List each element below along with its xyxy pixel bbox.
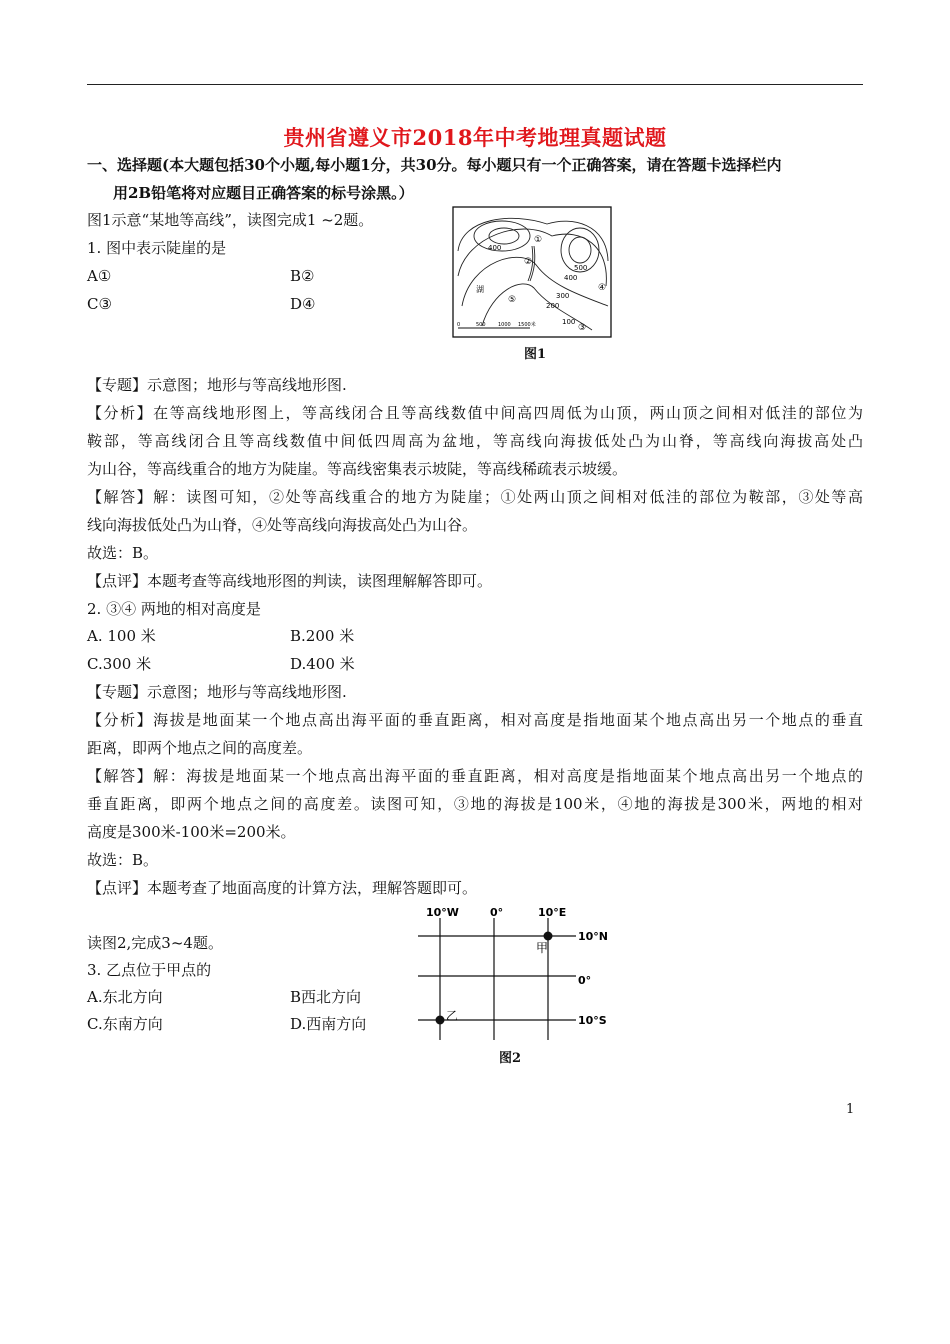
tag-comment: 【点评】 bbox=[87, 879, 148, 897]
lake-label: 湖 bbox=[476, 285, 484, 294]
marker-2: ② bbox=[524, 257, 533, 267]
tag-topic: 【专题】 bbox=[87, 683, 148, 701]
q1-topic-text: 示意图；地形与等高线地形图. bbox=[147, 376, 347, 394]
scale-1500: 1500米 bbox=[518, 322, 536, 328]
lat-label-10n: 10°N bbox=[578, 930, 609, 943]
q2-comment bbox=[87, 879, 477, 897]
marker-3: ③ bbox=[578, 323, 587, 333]
q2-analysis-line1 bbox=[87, 711, 863, 729]
q2-option-b: B.200 米 bbox=[290, 627, 355, 645]
tag-analysis: 【分析】 bbox=[87, 404, 154, 422]
contour-map-figure bbox=[452, 206, 612, 338]
q2-topic bbox=[87, 683, 347, 701]
q3-option-d: D.西南方向 bbox=[290, 1015, 367, 1033]
lat-label-10s: 10°S bbox=[578, 1014, 607, 1027]
scale-0: 0 bbox=[457, 322, 461, 328]
tag-answer: 【解答】 bbox=[87, 767, 154, 785]
q1-analysis-line1 bbox=[87, 404, 863, 422]
intro-fig1: 图1示意“某地等高线”，读图完成1 ~2题。 bbox=[87, 211, 374, 229]
tag-answer: 【解答】 bbox=[87, 488, 154, 506]
q1-answer-text1: 解：读图可知，②处等高线重合的地方为陡崖；①处两山顶之间相对低洼的部位为鞍部，③处等高 bbox=[153, 488, 863, 506]
q2-answer-text1: 解：海拔是地面某一个地点高出海平面的垂直距离，相对高度是指地面某个地点高出另一个地点的 bbox=[153, 767, 863, 785]
tag-analysis: 【分析】 bbox=[87, 711, 154, 729]
contour-label-200: 200 bbox=[546, 302, 560, 310]
q1-analysis-text1: 在等高线地形图上，等高线闭合且等高线数值中间高四周低为山顶，两山顶之间相对低洼的部位为 bbox=[153, 404, 863, 422]
q1-stem: 1. 图中表示陡崖的是 bbox=[87, 239, 227, 257]
q1-answer-line1 bbox=[87, 488, 863, 506]
tag-topic: 【专题】 bbox=[87, 376, 148, 394]
lon-label-10w: 10°W bbox=[426, 906, 459, 919]
section-heading-line1: 一、选择题(本大题包括30个小题,每小题1分，共30分。每小题只有一个正确答案，请在答题卡选择栏内 bbox=[87, 156, 782, 174]
point-yi-label: 乙 bbox=[446, 1009, 459, 1023]
q2-comment-text: 本题考查了地面高度的计算方法，理解答题即可。 bbox=[147, 879, 478, 897]
fig2-caption: 图2 bbox=[499, 1051, 522, 1066]
q1-option-b: B② bbox=[290, 267, 315, 285]
page-number: 1 bbox=[846, 1102, 855, 1117]
contour-label-300: 300 bbox=[556, 292, 570, 300]
latlon-grid-figure bbox=[414, 904, 624, 1042]
q2-option-d: D.400 米 bbox=[290, 655, 355, 673]
lon-label-10e: 10°E bbox=[538, 906, 567, 919]
point-jia-label: 甲 bbox=[536, 941, 549, 955]
scale-1000: 1000 bbox=[498, 322, 511, 328]
point-jia-marker bbox=[544, 932, 553, 941]
q2-answer-line2: 垂直距离，即两个地点之间的高度差。读图可知，③地的海拔是100米，④地的海拔是300米，两地的相对 bbox=[87, 795, 863, 813]
q1-option-a: A① bbox=[87, 267, 112, 285]
header-rule bbox=[87, 84, 863, 85]
q1-analysis-line2: 鞍部，等高线闭合且等高线数值中间低四周高为盆地，等高线向海拔低处凸为山脊，等高线向海拔高处凸 bbox=[87, 432, 863, 450]
q2-analysis-line2: 距离，即两个地点之间的高度差。 bbox=[87, 739, 313, 757]
lon-label-0: 0° bbox=[490, 906, 504, 919]
page-title: 贵州省遵义市2018年中考地理真题试题 bbox=[283, 125, 667, 150]
contour-label-400b: 400 bbox=[564, 274, 578, 282]
tag-comment: 【点评】 bbox=[87, 572, 148, 590]
marker-4: ④ bbox=[598, 283, 607, 293]
intro-fig2: 读图2,完成3~4题。 bbox=[87, 934, 223, 952]
q1-option-d: D④ bbox=[290, 295, 316, 313]
q3-option-c: C.东南方向 bbox=[87, 1015, 163, 1033]
q2-answer-line1 bbox=[87, 767, 863, 785]
q2-topic-text: 示意图；地形与等高线地形图. bbox=[147, 683, 347, 701]
q3-option-b: B西北方向 bbox=[290, 988, 362, 1006]
contour-label-500: 500 bbox=[574, 264, 588, 272]
q1-option-c: C③ bbox=[87, 295, 112, 313]
q2-stem: 2. ③④ 两地的相对高度是 bbox=[87, 600, 261, 618]
contour-label-400a: 400 bbox=[488, 244, 502, 252]
contour-label-100: 100 bbox=[562, 318, 576, 326]
section-heading-line2: 用2B铅笔将对应题目正确答案的标号涂黑。） bbox=[113, 184, 414, 202]
q1-choice: 故选：B。 bbox=[87, 544, 159, 562]
q1-answer-line2: 线向海拔低处凸为山脊，④处等高线向海拔高处凸为山谷。 bbox=[87, 516, 478, 534]
marker-5: ⑤ bbox=[508, 295, 517, 305]
q2-option-a: A. 100 米 bbox=[87, 627, 156, 645]
q2-answer-line3: 高度是300米-100米=200米。 bbox=[87, 823, 296, 841]
q1-comment-text: 本题考查等高线地形图的判读，读图理解解答即可。 bbox=[147, 572, 493, 590]
point-yi-marker bbox=[436, 1016, 445, 1025]
q2-choice: 故选：B。 bbox=[87, 851, 159, 869]
q3-stem: 3. 乙点位于甲点的 bbox=[87, 961, 212, 979]
q1-topic bbox=[87, 376, 347, 394]
q3-option-a: A.东北方向 bbox=[87, 988, 163, 1006]
scale-500: 500 bbox=[476, 322, 486, 328]
fig1-caption: 图1 bbox=[524, 347, 547, 362]
q2-analysis-text1: 海拔是地面某一个地点高出海平面的垂直距离，相对高度是指地面某个地点高出另一个地点的垂直 bbox=[153, 711, 863, 729]
marker-1: ① bbox=[534, 235, 543, 245]
q1-analysis-line3: 为山谷，等高线重合的地方为陡崖。等高线密集表示坡陡，等高线稀疏表示坡缓。 bbox=[87, 460, 628, 478]
lat-label-0: 0° bbox=[578, 974, 592, 987]
q2-option-c: C.300 米 bbox=[87, 655, 152, 673]
q1-comment bbox=[87, 572, 492, 590]
